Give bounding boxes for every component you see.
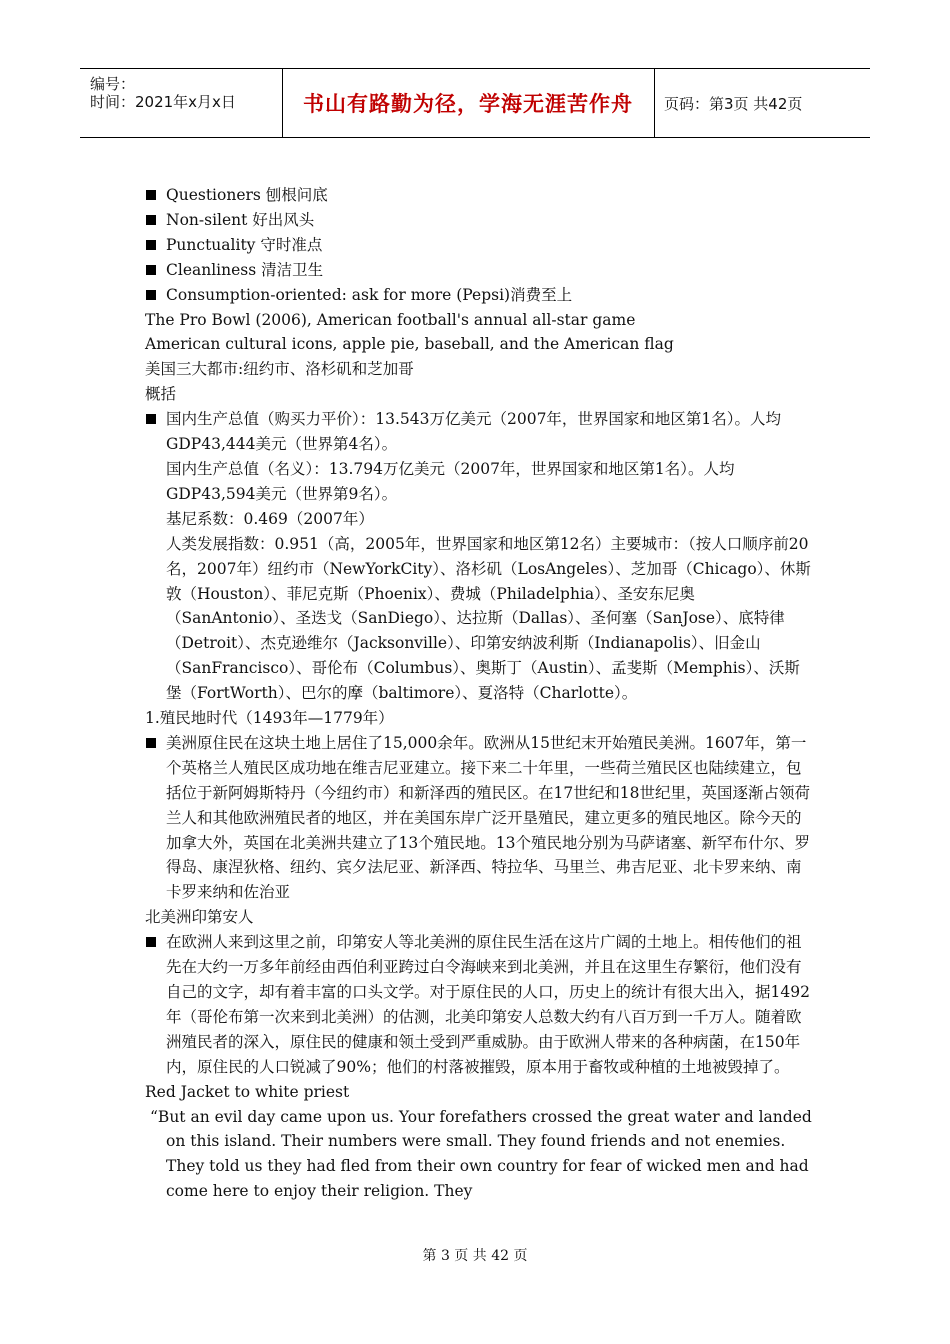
page-header xyxy=(80,68,870,138)
bullet-item: Consumption-oriented: ask for more (Pepsi)消费至上 xyxy=(145,283,815,308)
overview-gdp-ppp: 国内生产总值（购买力平价）：13.543万亿美元（2007年，世界国家和地区第1名）。人均GDP43,444美元（世界第4名）。 xyxy=(145,407,815,457)
text-line: The Pro Bowl (2006), American football's annual all-star game xyxy=(145,310,636,329)
overview-hdi-cities: 人类发展指数：0.951（高，2005年，世界国家和地区第12名）主要城市：（按人口顺序前20名，2007年）纽约市（NewYorkCity）、洛杉矶（LosAngeles）、芝加哥（Chicago）、休斯敦（Houston）、菲尼克斯（Phoenix）、费城（Philadelphia）、圣安东尼奥（SanAntonio）、圣迭戈（SanDiego）、达拉斯（Dallas）、圣何塞（SanJose）、底特律（Detroit）、杰克逊维尔（Jacksonville）、印第安纳波利斯（Indianapolis）、旧金山（SanFrancisco）、哥伦布（Columbus）、奥斯丁（Austin）、孟斐斯（Memphis）、沃斯堡（FortWorth）、巴尔的摩（baltimore）、夏洛特（Charlotte）。 xyxy=(166,534,811,703)
page-info: 页码：第3页 共42页 xyxy=(664,94,803,113)
header-motto-cell xyxy=(282,69,655,137)
document-body xyxy=(145,183,815,1204)
bullet-item: Questioners 刨根问底 xyxy=(145,183,815,208)
page-footer: 第 3 页 共 42 页 xyxy=(422,1248,528,1264)
number-label: 编号： xyxy=(90,75,136,93)
overview-gdp-nominal: 国内生产总值（名义）：13.794万亿美元（2007年，世界国家和地区第1名）。人均GDP43,594美元（世界第9名）。 xyxy=(166,459,735,503)
overview-gini: 基尼系数：0.469（2007年） xyxy=(166,509,374,528)
time-label: 时间：2021年x月x日 xyxy=(90,93,236,111)
natives-paragraph: 在欧洲人来到这里之前，印第安人等北美洲的原住民生活在这片广阔的土地上。相传他们的祖先在大约一万多年前经由西伯利亚跨过白令海峡来到北美洲，并且在这里生存繁衍，他们没有自己的文字，却有着丰富的口头文学。对于原住民的人口，历史上的统计有很大出入，据1492年（哥伦布第一次来到北美洲）的估测，北美印第安人总数大约有八百万到一千万人。随着欧洲殖民者的深入，原住民的健康和领土受到严重威胁。由于欧洲人带来的各种病菌，在150年内，原住民的人口锐减了90%；他们的村落被摧毁，原本用于畜牧或种植的土地被毁掉了。 xyxy=(145,930,815,1079)
header-info-cell xyxy=(80,69,283,137)
bullet-item: Non-silent 好出风头 xyxy=(145,208,815,233)
bullet-item: Punctuality 守时准点 xyxy=(145,233,815,258)
section-heading: 1.殖民地时代（1493年—1779年） xyxy=(145,709,394,728)
section-heading: 北美洲印第安人 xyxy=(145,908,254,927)
motto: 书山有路勤为径，学海无涯苦作舟 xyxy=(303,92,633,116)
header-page-cell xyxy=(654,69,870,137)
colonial-paragraph: 美洲原住民在这块土地上居住了15,000余年。欧洲从15世纪末开始殖民美洲。1607年，第一个英格兰人殖民区成功地在维吉尼亚建立。接下来二十年里，一些荷兰殖民区也陆续建立，包括位于新阿姆斯特丹（今纽约市）和新泽西的殖民区。在17世纪和18世纪里，英国逐渐占领荷兰人和其他欧洲殖民者的地区，并在美国东岸广泛开垦殖民，建立更多的殖民地区。除今天的加拿大外，英国在北美洲共建立了13个殖民地。13个殖民地分别为马萨诸塞、新罕布什尔、罗得岛、康涅狄格、纽约、宾夕法尼亚、新泽西、特拉华、马里兰、弗吉尼亚、北卡罗来纳、南卡罗来纳和佐治亚 xyxy=(145,731,815,905)
section-heading: Red Jacket to white priest xyxy=(145,1082,350,1101)
text-line: 美国三大都市:纽约市、洛杉矶和芝加哥 xyxy=(145,360,414,379)
text-line: American cultural icons, apple pie, baseball, and the American flag xyxy=(145,335,674,354)
bullet-item: Cleanliness 清洁卫生 xyxy=(145,258,815,283)
red-jacket-quote: “But an evil day came upon us. Your forefathers crossed the great water and landed on this island. Their numbers were small. They found friends and not enemies. They told us they had fled from their own country for fear of wicked men and had come here to enjoy their religion. They xyxy=(150,1107,812,1201)
section-heading: 概括 xyxy=(145,385,177,404)
